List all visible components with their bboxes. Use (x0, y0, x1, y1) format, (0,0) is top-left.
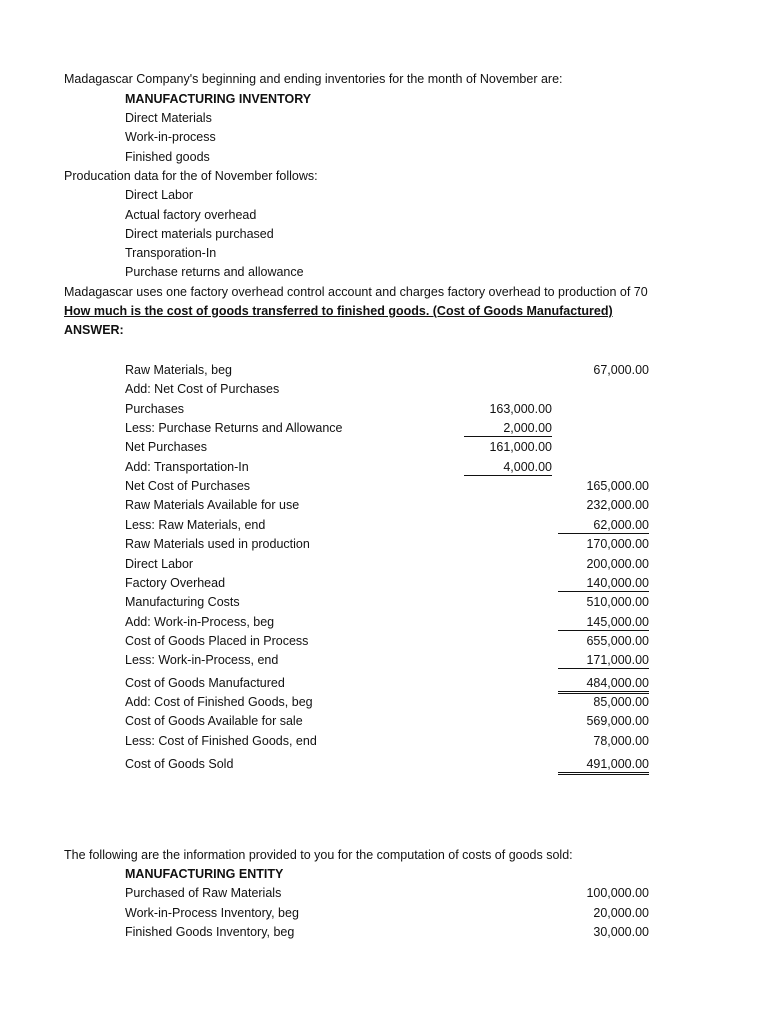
production-item-purchase-returns: Purchase returns and allowance (125, 265, 304, 279)
manufacturing-entity-heading: MANUFACTURING ENTITY (125, 867, 284, 881)
schedule-right-value-cogs: 491,000.00 (558, 756, 649, 775)
schedule-right-value: 170,000.00 (586, 537, 649, 551)
entity-row-value: 20,000.00 (593, 906, 649, 920)
schedule-label: Cost of Goods Placed in Process (125, 634, 309, 648)
inventory-item-finished-goods: Finished goods (125, 150, 210, 164)
entity-row-label: Work-in-Process Inventory, beg (125, 906, 299, 920)
intro-line-2: Producation data for the of November follows: (64, 169, 318, 183)
second-intro-line: The following are the information provided to you for the computation of costs of goods sold: (64, 848, 573, 862)
manufacturing-inventory-heading: MANUFACTURING INVENTORY (125, 92, 312, 106)
production-item-direct-labor: Direct Labor (125, 188, 194, 202)
schedule-label: Add: Transportation-In (125, 460, 249, 474)
schedule-right-value: 145,000.00 (558, 614, 649, 631)
schedule-label: Less: Work-in-Process, end (125, 653, 279, 667)
entity-row-label: Purchased of Raw Materials (125, 886, 282, 900)
schedule-label: Net Cost of Purchases (125, 479, 251, 493)
schedule-right-value: 655,000.00 (586, 634, 649, 648)
schedule-right-value: 67,000.00 (593, 363, 649, 377)
schedule-label-cogs: Cost of Goods Sold (125, 757, 234, 771)
schedule-right-value: 140,000.00 (558, 575, 649, 592)
inventory-item-direct-materials: Direct Materials (125, 111, 212, 125)
schedule-label: Less: Purchase Returns and Allowance (125, 421, 343, 435)
schedule-right-value-cogm: 484,000.00 (558, 675, 649, 694)
schedule-label: Raw Materials Available for use (125, 498, 300, 512)
intro-line-3: Madagascar uses one factory overhead control account and charges factory overhead to production of 70 (64, 285, 648, 299)
question-text: How much is the cost of goods transferred to finished goods. (Cost of Goods Manufactured) (64, 304, 613, 318)
schedule-label: Less: Cost of Finished Goods, end (125, 734, 317, 748)
schedule-label: Raw Materials, beg (125, 363, 232, 377)
schedule-mid-value: 2,000.00 (464, 420, 552, 437)
entity-row-label: Finished Goods Inventory, beg (125, 925, 295, 939)
schedule-label: Raw Materials used in production (125, 537, 310, 551)
answer-label: ANSWER: (64, 323, 124, 337)
schedule-right-value: 200,000.00 (586, 557, 649, 571)
schedule-label: Direct Labor (125, 557, 194, 571)
schedule-right-value: 232,000.00 (586, 498, 649, 512)
schedule-label: Purchases (125, 402, 185, 416)
schedule-label: Less: Raw Materials, end (125, 518, 266, 532)
schedule-label: Manufacturing Costs (125, 595, 240, 609)
intro-line-1: Madagascar Company's beginning and ending inventories for the month of November are: (64, 72, 563, 86)
schedule-label: Add: Work-in-Process, beg (125, 615, 275, 629)
schedule-right-value: 569,000.00 (586, 714, 649, 728)
schedule-mid-value: 163,000.00 (489, 402, 552, 416)
schedule-right-value: 165,000.00 (586, 479, 649, 493)
schedule-label: Factory Overhead (125, 576, 226, 590)
schedule-label-cogm: Cost of Goods Manufactured (125, 676, 285, 690)
schedule-label: Cost of Goods Available for sale (125, 714, 303, 728)
entity-row-value: 30,000.00 (593, 925, 649, 939)
entity-row-value: 100,000.00 (586, 886, 649, 900)
production-item-transportation-in: Transporation-In (125, 246, 217, 260)
production-item-materials-purchased: Direct materials purchased (125, 227, 274, 241)
schedule-mid-value: 4,000.00 (464, 459, 552, 476)
schedule-label: Net Purchases (125, 440, 207, 454)
production-item-factory-overhead: Actual factory overhead (125, 208, 257, 222)
schedule-mid-value: 161,000.00 (489, 440, 552, 454)
schedule-label: Add: Net Cost of Purchases (125, 382, 280, 396)
inventory-item-work-in-process: Work-in-process (125, 130, 216, 144)
schedule-right-value: 62,000.00 (558, 517, 649, 534)
schedule-label: Add: Cost of Finished Goods, beg (125, 695, 313, 709)
schedule-right-value: 85,000.00 (593, 695, 649, 709)
schedule-right-value: 510,000.00 (586, 595, 649, 609)
schedule-right-value: 171,000.00 (558, 652, 649, 669)
schedule-right-value: 78,000.00 (593, 734, 649, 748)
